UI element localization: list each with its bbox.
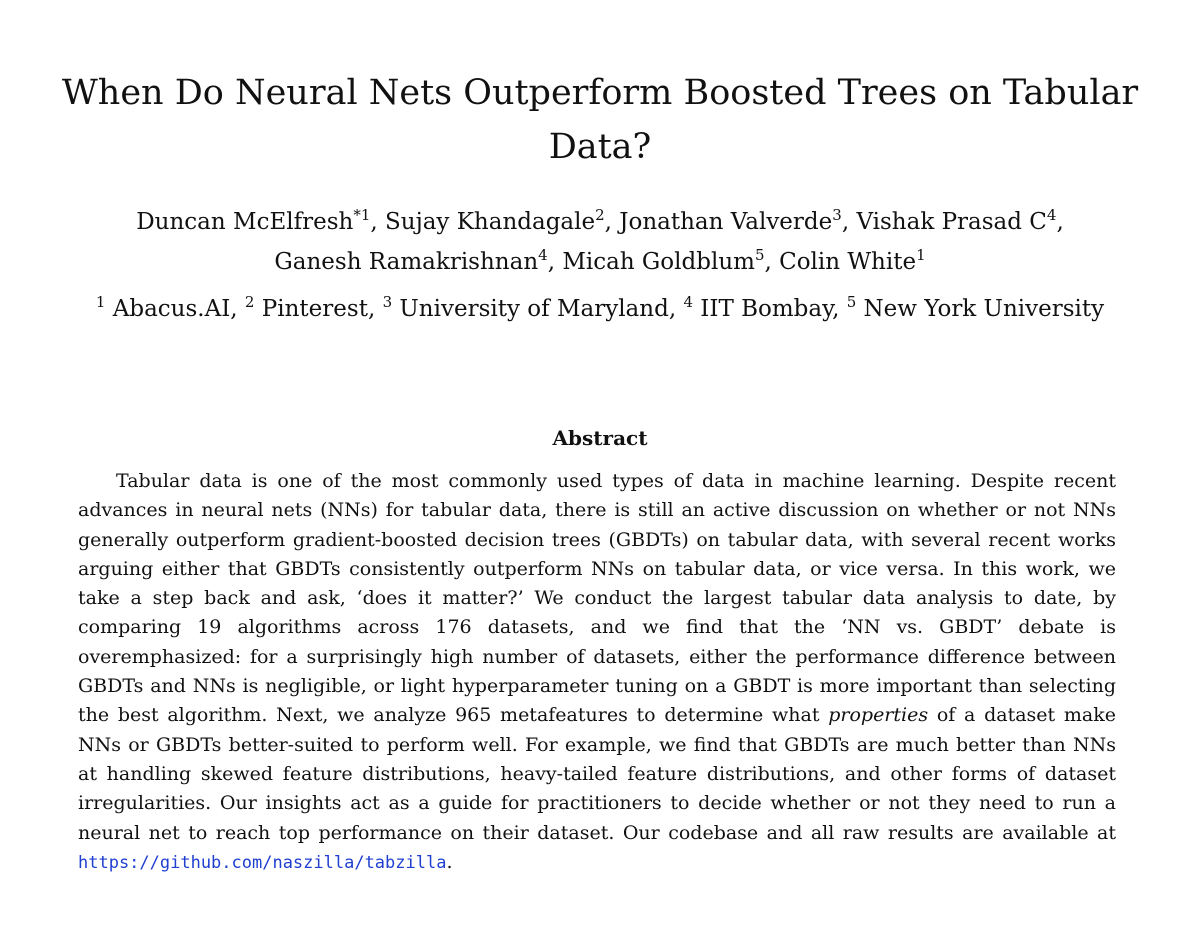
affiliation-name: University of Maryland	[399, 296, 669, 322]
author-name: Colin White	[779, 249, 917, 275]
author-affiliation-mark: 1	[916, 246, 926, 264]
abstract-end-punctuation: .	[446, 850, 453, 873]
affiliation-number: 3	[382, 293, 393, 311]
abstract-emphasis: properties	[828, 704, 929, 727]
affiliation-list: $^1$ Abacus.AI, $^2$ Pinterest, $^3$ University of Maryland, $^4$ IIT Bombay, $^5$ New York University	[95, 293, 1105, 322]
author-affiliation-mark: 5	[754, 246, 765, 264]
affiliation-name: Pinterest	[261, 296, 368, 322]
author-name: Sujay Khandagale	[385, 209, 596, 235]
affiliation-name: New York University	[863, 296, 1105, 322]
author-affiliation-mark: 4	[538, 246, 548, 264]
affiliation-number: 5	[846, 293, 857, 311]
abstract-heading: Abstract	[552, 426, 648, 450]
abstract-text-part: Tabular data is one of the most commonly used types of data in machine learning. Despite recent advances in neural nets (NNs) for tabular data, there is still an active discussion on whether or not NNs generally outperform gradient-boosted decision trees (GBDTs) on tabular data, with several recent works arguing either that GBDTs consistently outperform NNs on tabular data, or vice versa. In this work, we take a step back and ask, ‘does it matter?’ We conduct the largest tabular data analysis to date, by comparing 19 algorithms across 176 datasets, and we find that the ‘NN vs. GBDT’ debate is overemphasized: for a surprisingly high number of datasets, either the performance difference between GBDTs and NNs is negligible, or light hyperparameter tuning on a GBDT is more important than selecting the best algorithm. Next, we analyze 965 metafeatures to determine what	[78, 470, 1116, 727]
codebase-link[interactable]: https://github.com/naszilla/tabzilla	[78, 852, 447, 873]
abstract-text-part: of a dataset make NNs or GBDTs better-suited to perform well. For example, we find that GBDTs are much better than NNs at handling skewed feature distributions, heavy-tailed feature distributions, and other forms of dataset irregularities. Our insights act as a guide for practitioners to decide whether or not they need to run a neural net to reach top performance on their dataset. Our codebase and all raw results are available at	[78, 704, 1116, 844]
affiliation-number: 2	[244, 293, 255, 311]
affiliation-number: 4	[683, 293, 693, 311]
paper-title: When Do Neural Nets Outperform Boosted Trees on Tabular Data?	[61, 73, 1139, 167]
author-affiliation-mark: 4	[1046, 206, 1057, 224]
author-affiliation-mark: *1	[353, 206, 371, 224]
author-list: Duncan McElfresh$^{*1}$, Sujay Khandagale$^2$, Jonathan Valverde$^3$, Vishak Prasad $C^4$, Ganesh Ramakrishnan$^4$, Micah Goldblum$^5$, Colin White$^1$	[136, 206, 1064, 275]
author-name: Micah Goldblum	[562, 249, 755, 275]
author-name: Jonathan Valverde	[619, 209, 833, 235]
author-affiliation-mark: 2	[595, 206, 605, 224]
affiliation-name: IIT Bombay	[700, 296, 833, 322]
affiliation-name: Abacus.AI	[112, 296, 231, 322]
affiliation-number: 1	[95, 293, 106, 311]
author-affiliation-mark: 3	[832, 206, 842, 224]
abstract-text	[78, 467, 1116, 878]
author-name: Duncan McElfresh	[136, 209, 354, 235]
author-name: Ganesh Ramakrishnan	[274, 249, 539, 275]
author-name: Vishak Prasad C	[856, 209, 1047, 235]
